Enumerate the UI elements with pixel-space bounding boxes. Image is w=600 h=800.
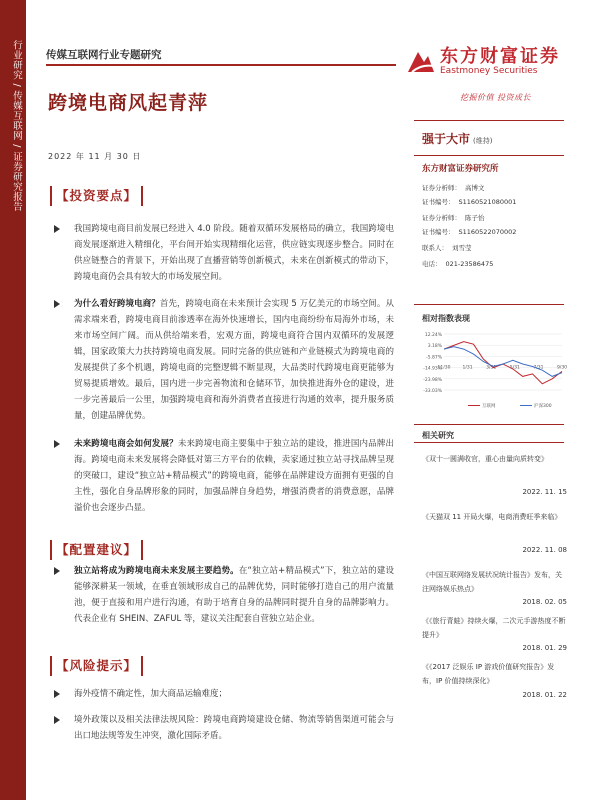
legend-label: 沪深300 [534,404,552,409]
y-tick-label: -33.03% [423,389,442,394]
highlight-item: 未来跨境电商会如何发展？未来跨境电商主要集中于独立站的建设，推进国内品牌出海。跨境电商未来发展将会降低对第三方平台的依赖，卖家通过独立站寻找品牌呈现的突破口，建设“独立站+精品模式”的跨境电商，能够在品牌建设方面拥有更强的自主性，强化自身品牌形象的同时，加强品牌自身趋势，增强消费者的消费意愿，品牌溢价也会逐步凸显。 [54,436,394,516]
related-report-date: 2018. 02. 05 [522,598,567,606]
right-divider [414,120,564,121]
analyst-row: 联系人： 刘雪莹 [422,244,472,252]
analyst-row: 证书编号： S1160522070002 [422,228,517,236]
industry-rating [422,130,492,147]
section-heading-risk: 【风险提示】 [50,656,143,676]
y-tick-label: -5.87% [426,355,442,361]
analyst-row: 电话： 021-23586475 [422,260,494,268]
series-line [444,347,562,377]
x-tick-label: 11/30 [437,365,451,371]
right-divider [414,155,564,156]
right-divider [414,442,564,443]
risk-item: 境外政策以及相关法律法规风险：跨境电商跨境建设仓储、物流等销售渠道可能会与出口地法规等发生冲突，激化国际矛盾。 [54,712,394,744]
related-report-title[interactable]: 《天猫双 11 开局火爆，电商消费旺季来临》 [422,513,562,521]
relative-index-chart [420,330,566,412]
highlight-item: 为什么看好跨境电商？首先，跨境电商在未来预计会实现 5 万亿美元的市场空间。从需求端来看，跨境电商目前渗透率在海外快速增长，国内电商纷纷布局海外市场，未来市场空间广阔。而从供给端来看，宏观方面，跨境电商符合国内双循环的发展逻辑，国家政策大力扶持跨境电商发展。同时完备的供应链和产业链模式为跨境电商的发展提供了多个机遇，跨境电商的完整逻辑不断显现，大品类时代跨境电商更能够为贸易提质增效。最后，国内进一步完善物流和仓储环节，加快推进海外仓的建设，进一步完善最后一公里，加强跨境电商和海外消费者直接进行沟通的效率，提升服务质量，创建品牌优势。 [54,296,394,424]
bullet-arrow-icon [54,225,60,233]
related-report-date: 2018. 01. 22 [522,691,567,699]
related-report-title[interactable]: 《双十一圆满收官，重心由量向质转变》 [422,455,548,463]
x-tick-label: 7/31 [533,365,544,371]
highlight-item: 我国跨境电商目前发展已经进入 4.0 阶段。随着双循环发展格局的确立，我国跨境电商发展逐渐进入精细化，平台间开始实现精细化运营，供应链实现逐步整合。同时在供应链整合的背景下，开始出现了直播营销等创新模式，未来在创新模式的带动下，跨境电商仍会具有较大的市场发展空间。 [54,221,394,285]
side-band-label: 行业研究 / 传媒互联网 / 证券研究报告 [11,40,22,212]
allocation-item: 独立站将成为跨境电商未来发展主要趋势。在“独立站+精品模式”下，独立站的建设能够深耕某一领域，在垂直领域形成自己的品牌优势，同时能够打造自己的用户流量池，便于直接和用户进行沟通，有助于培育自身的品牌同时提升自身的品牌影响力。代表企业有 SHEIN、ZAFUL 等，建议关注配套自营独立站企业。 [54,563,394,627]
section-heading-investment: 【投资要点】 [50,186,143,206]
series-line [444,342,562,384]
title-divider [46,64,396,66]
analyst-row: 证书编号： S1160521080001 [422,198,517,206]
section-heading-allocation: 【配置建议】 [50,540,143,560]
right-divider [414,424,564,425]
bullet-arrow-icon [54,716,60,724]
related-report-title[interactable]: 《《2017 泛娱乐 IP 游戏价值研究报告》发布，IP 价值持续深化》 [422,663,555,685]
bullet-arrow-icon [54,300,60,308]
y-tick-label: -14.93% [423,366,442,372]
brand-slogan: 挖掘价值 投资成长 [460,93,532,102]
rating-note: (维持) [473,137,493,145]
brand-name-en: Eastmoney Securities [440,66,538,76]
related-report-title[interactable]: 《《旅行青蛙》持续火爆，二次元手游热度不断提升》 [422,617,566,639]
related-report-date: 2022. 11. 08 [522,546,567,554]
analyst-row: 证券分析师： 陈子怡 [422,214,485,222]
related-research-heading: 相关研究 [422,431,454,440]
legend-label: 互联网 [482,404,496,409]
report-date: 2022 年 11 月 30 日 [48,152,142,161]
rating-label: 强于大市 [422,132,471,146]
related-report-title[interactable]: 《中国互联网络发展状况统计报告》发布，关注网络娱乐热点》 [422,571,562,593]
risk-item: 海外疫情不确定性，加大商品运输难度； [54,686,394,702]
report-type: 传媒互联网行业专题研究 [46,49,162,61]
relative-index-svg [420,330,566,412]
page-title: 跨境电商风起青萍 [48,92,209,114]
x-tick-label: 5/31 [509,365,520,371]
y-tick-label: 12.24% [424,333,442,338]
related-report-date: 2022. 11. 15 [522,488,567,496]
analyst-row: 证券分析师： 高博文 [422,184,485,192]
x-tick-label: 9/30 [556,365,568,371]
related-report-date: 2018. 01. 29 [522,644,567,652]
research-institute: 东方财富证券研究所 [422,164,499,174]
right-divider [414,304,564,305]
brand-mark-icon [404,44,438,78]
x-tick-label: 3/31 [486,365,497,371]
relative-index-heading: 相对指数表现 [422,314,470,323]
x-tick-label: 1/31 [462,365,473,371]
y-tick-label: 3.18% [427,344,442,350]
y-tick-label: -23.98% [423,377,442,383]
bullet-arrow-icon [54,690,60,698]
bullet-arrow-icon [54,440,60,448]
brand-name-cn: 东方财富证券 [440,46,560,67]
bullet-arrow-icon [54,567,60,575]
